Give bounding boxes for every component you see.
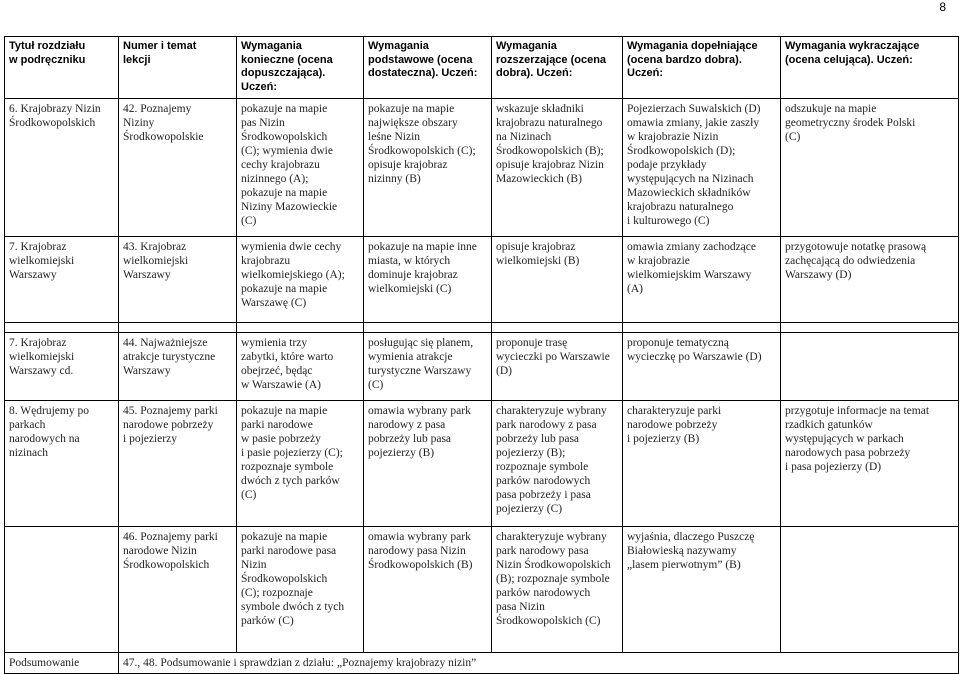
basic-cell: omawia wybrany park narodowy z pasa pobrzeży lub pasa pojezierzy (B) bbox=[364, 401, 492, 527]
complementary-cell: Pojezierzach Suwalskich (D) omawia zmiany, jakie zaszły w krajobrazie Nizin Środkowopolskich (D); podaje przykłady występujących na Nizinach Mazowieckich składników krajobrazu naturalnego i kulturowego (C) bbox=[623, 99, 781, 237]
extended-cell: charakteryzuje wybrany park narodowy pasa Nizin Środkowopolskich (B); rozpoznaje symbole parków narodowych pasa Nizin Środkowopolskich (C) bbox=[492, 527, 623, 653]
page-number: 8 bbox=[939, 0, 946, 14]
required-cell: wymienia dwie cechy krajobrazu wielkomiejskiego (A); pokazuje na mapie Warszawę (C) bbox=[237, 237, 364, 323]
lesson-cell: 42. Poznajemy Niziny Środkowopolskie bbox=[119, 99, 237, 237]
lesson-cell: 44. Najważniejsze atrakcje turystyczne Warszawy bbox=[119, 333, 237, 401]
extended-cell: wskazuje składniki krajobrazu naturalnego na Nizinach Środkowopolskich (B); opisuje krajobraz Nizin Mazowieckich (B) bbox=[492, 99, 623, 237]
complementary-cell: proponuje tematyczną wycieczkę po Warszawie (D) bbox=[623, 333, 781, 401]
table-row bbox=[5, 401, 959, 527]
lesson-cell: 43. Krajobraz wielkomiejski Warszawy bbox=[119, 237, 237, 323]
basic-cell: posługując się planem, wymienia atrakcje turystyczne Warszawy (C) bbox=[364, 333, 492, 401]
table-row bbox=[5, 527, 959, 653]
header-lesson: Numer i temat lekcji bbox=[119, 37, 237, 99]
exceeding-cell: odszukuje na mapie geometryczny środek Polski (C) bbox=[781, 99, 959, 237]
required-cell: wymienia trzy zabytki, które warto obejrzeć, będąc w Warszawie (A) bbox=[237, 333, 364, 401]
extended-cell: charakteryzuje wybrany park narodowy z pasa pobrzeży lub pasa pojezierzy (B); rozpoznaje symbole parków narodowych pasa pobrzeży i pasa pojezierzy (C) bbox=[492, 401, 623, 527]
required-cell: pokazuje na mapie pas Nizin Środkowopolskich (C); wymienia dwie cechy krajobrazu nizinnego (A); pokazuje na mapie Niziny Mazowieckie (C) bbox=[237, 99, 364, 237]
chapter-cell: 7. Krajobraz wielkomiejski Warszawy bbox=[5, 237, 119, 323]
header-basic: Wymagania podstawowe (ocena dostateczna). Uczeń: bbox=[364, 37, 492, 99]
extended-cell: proponuje trasę wycieczki po Warszawie (D) bbox=[492, 333, 623, 401]
table-row bbox=[5, 237, 959, 323]
table-row bbox=[5, 333, 959, 401]
header-exceeding: Wymagania wykraczające (ocena celująca). Uczeń: bbox=[781, 37, 959, 99]
table-separator bbox=[5, 323, 959, 333]
required-cell: pokazuje na mapie parki narodowe w pasie pobrzeży i pasie pojezierzy (C); rozpoznaje symbole dwóch z tych parków (C) bbox=[237, 401, 364, 527]
complementary-cell: omawia zmiany zachodzące w krajobrazie wielkomiejskim Warszawy (A) bbox=[623, 237, 781, 323]
chapter-cell: 8. Wędrujemy po parkach narodowych na nizinach bbox=[5, 401, 119, 527]
exceeding-cell bbox=[781, 527, 959, 653]
chapter-cell bbox=[5, 527, 119, 653]
header-extended: Wymagania rozszerzające (ocena dobra). Uczeń: bbox=[492, 37, 623, 99]
summary-row bbox=[5, 653, 959, 674]
header-chapter: Tytuł rozdziału w podręczniku bbox=[5, 37, 119, 99]
table-row bbox=[5, 99, 959, 237]
exceeding-cell bbox=[781, 333, 959, 401]
summary-text: 47., 48. Podsumowanie i sprawdzian z działu: „Poznajemy krajobrazy nizin” bbox=[119, 653, 959, 674]
exceeding-cell: przygotuje informacje na temat rzadkich gatunków występujących w parkach narodowych pasa pobrzeży i pasa pojezierzy (D) bbox=[781, 401, 959, 527]
lesson-cell: 46. Poznajemy parki narodowe Nizin Środkowopolskich bbox=[119, 527, 237, 653]
exceeding-cell: przygotowuje notatkę prasową zachęcającą do odwiedzenia Warszawy (D) bbox=[781, 237, 959, 323]
complementary-cell: charakteryzuje parki narodowe pobrzeży i pojezierzy (B) bbox=[623, 401, 781, 527]
chapter-cell: 6. Krajobrazy Nizin Środkowopolskich bbox=[5, 99, 119, 237]
summary-label: Podsumowanie bbox=[5, 653, 119, 674]
basic-cell: pokazuje na mapie inne miasta, w których dominuje krajobraz wielkomiejski (C) bbox=[364, 237, 492, 323]
required-cell: pokazuje na mapie parki narodowe pasa Nizin Środkowopolskich (C); rozpoznaje symbole dwóch z tych parków (C) bbox=[237, 527, 364, 653]
complementary-cell: wyjaśnia, dlaczego Puszczę Białowieską nazywamy „lasem pierwotnym” (B) bbox=[623, 527, 781, 653]
header-row bbox=[5, 37, 959, 99]
basic-cell: pokazuje na mapie największe obszary leśne Nizin Środkowopolskich (C); opisuje krajobraz nizinny (B) bbox=[364, 99, 492, 237]
lesson-cell: 45. Poznajemy parki narodowe pobrzeży i pojezierzy bbox=[119, 401, 237, 527]
basic-cell: omawia wybrany park narodowy pasa Nizin Środkowopolskich (B) bbox=[364, 527, 492, 653]
header-required: Wymagania konieczne (ocena dopuszczająca). Uczeń: bbox=[237, 37, 364, 99]
extended-cell: opisuje krajobraz wielkomiejski (B) bbox=[492, 237, 623, 323]
curriculum-table bbox=[4, 36, 959, 674]
chapter-cell: 7. Krajobraz wielkomiejski Warszawy cd. bbox=[5, 333, 119, 401]
header-complementary: Wymagania dopełniające (ocena bardzo dobra). Uczeń: bbox=[623, 37, 781, 99]
